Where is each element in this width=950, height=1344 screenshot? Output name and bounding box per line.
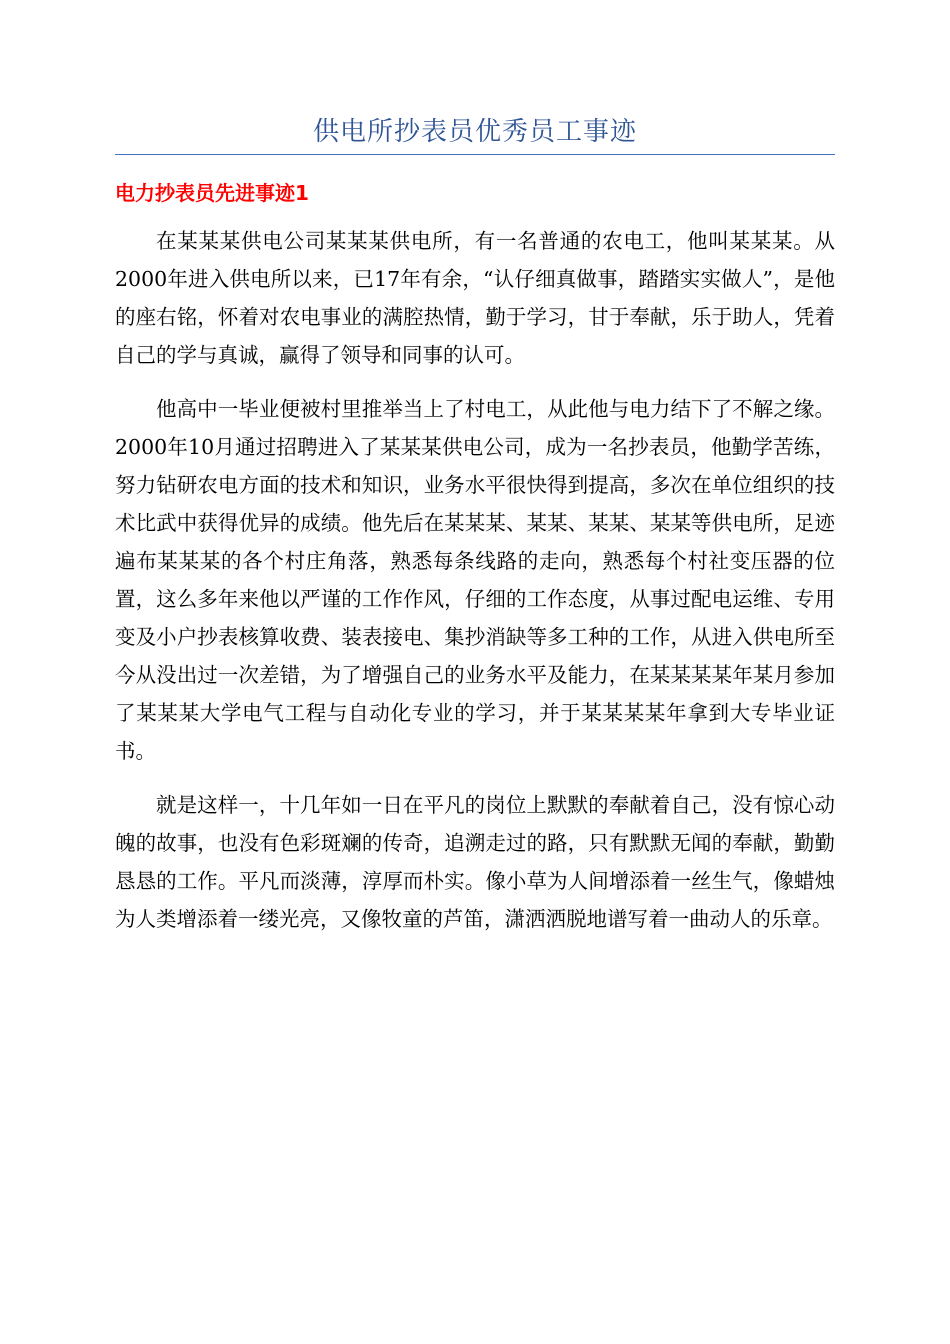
paragraph-3: 就是这样一，十几年如一日在平凡的岗位上默默的奉献着自己，没有惊心动魄的故事，也没有色彩斑斓的传奇，追溯走过的路，只有默默无闻的奉献，勤勤恳恳的工作。平凡而淡薄，淳厚而朴实。像小草为人间增添着一丝生气，像蜡烛为人类增添着一缕光亮，又像牧童的芦笛，潇洒洒脱地谱写着一曲动人的乐章。	[115, 793, 835, 931]
paragraph-2: 他高中一毕业便被村里推举当上了村电工，从此他与电力结下了不解之缘。2000年10月通过招聘进入了某某某供电公司，成为一名抄表员，他勤学苦练，努力钻研农电方面的技术和知识，业务水平很快得到提高，多次在单位组织的技术比武中获得优异的成绩。他先后在某某某、某某、某某、某某等供电所，足迹遍布某某某的各个村庄角落，熟悉每条线路的走向，熟悉每个村社变压器的位置，这么多年来他以严谨的工作作风，仔细的工作态度，从事过配电运维、专用变及小户抄表核算收费、装表接电、集抄消缺等多工种的工作，从进入供电所至今从没出过一次差错，为了增强自己的业务水平及能力，在某某某某年某月参加了某某某大学电气工程与自动化专业的学习，并于某某某某年拿到大专毕业证书。	[115, 397, 835, 763]
document-title: 供电所抄表员优秀员工事迹	[312, 117, 637, 147]
title-underline	[115, 154, 835, 155]
paragraph-1: 在某某某供电公司某某某供电所，有一名普通的农电工，他叫某某某。从2000年进入供电所以来，已17年有余，“认仔细真做事，踏踏实实做人”，是他的座右铭，怀着对农电事业的满腔热情，勤于学习，甘于奉献，乐于助人，凭着自己的学与真诚，赢得了领导和同事的认可。	[115, 229, 835, 367]
section-heading: 电力抄表员先进事迹1	[115, 181, 309, 205]
